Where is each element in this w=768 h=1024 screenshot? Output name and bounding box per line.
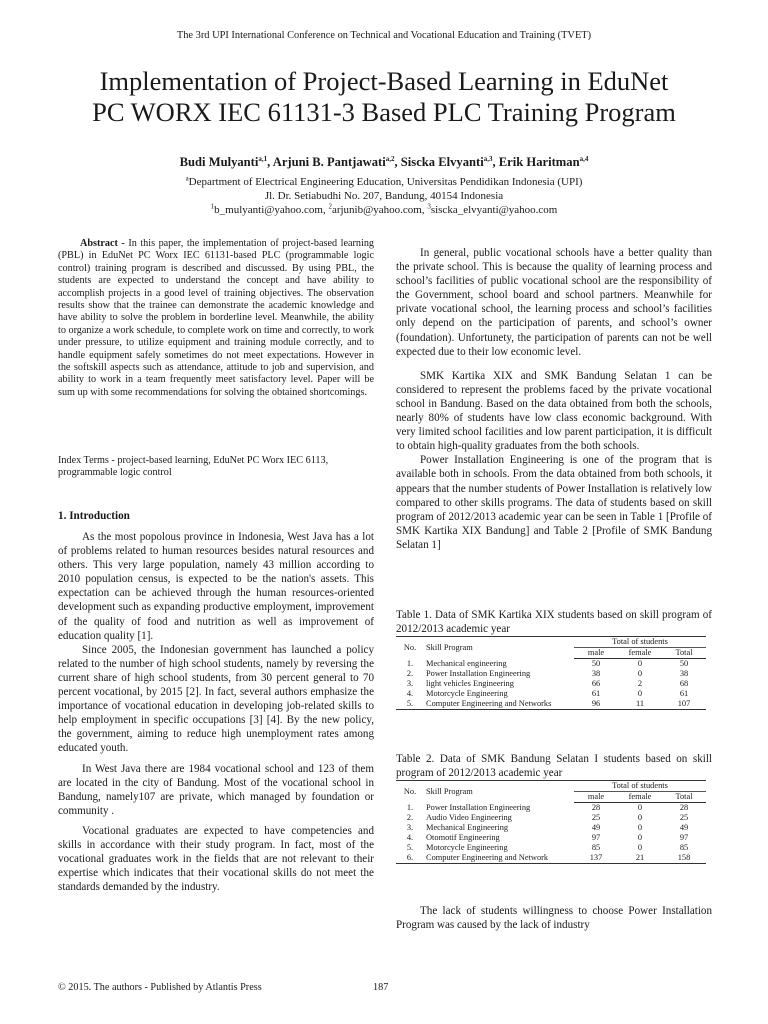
table-row: 1. Power Installation Engineering 28 0 28 <box>406 802 689 812</box>
introduction-body <box>58 530 374 894</box>
section-heading-introduction: 1. Introduction <box>58 510 130 522</box>
abstract <box>58 238 374 399</box>
table-2-caption: Table 2. Data of SMK Bandung Selatan I students based on skill program of 2012/2013 academic year <box>396 753 712 779</box>
table-row: 2. Power Installation Engineering 38 0 38 <box>406 669 689 678</box>
author-sup: a,3 <box>483 154 493 163</box>
table-row: 3. Mechanical Engineering 49 0 49 <box>406 823 689 832</box>
author-name: Budi Mulyanti <box>179 155 259 169</box>
table-1 <box>396 636 706 710</box>
table-row: 2. Audio Video Engineering 25 0 25 <box>406 813 689 822</box>
paper-title <box>30 66 738 128</box>
author-sup: a,1 <box>258 154 268 163</box>
affiliation-emails: $^1$b_mulyanti@yahoo.com, $^2$arjunib@yahoo.com, $^3$siscka_elvyanti@yahoo.com <box>210 202 558 216</box>
running-head: The 3rd UPI International Conference on Technical and Vocational Education and Training (TVET) <box>176 30 592 41</box>
page-number: 187 <box>373 982 389 993</box>
col-header-total-students: Total of students <box>574 781 706 792</box>
author-name: Siscka Elvyanti <box>400 155 484 169</box>
paragraph: SMK Kartika XIX and SMK Bandung Selatan 1 can be considered to represent the problems faced by the private vocational school in Bandung. Based on the data obtained from both the schools, nearly 80% of students have low class economic background. With very limited school facilities and low parent participation, it is difficult to obtain high-quality graduates from the both schools. <box>396 369 712 453</box>
affil-sup: a <box>185 174 189 183</box>
table-row: 4. Motorcycle Engineering 61 0 61 <box>406 689 689 698</box>
col-header-male: male <box>574 648 618 659</box>
right-column-body <box>396 246 712 552</box>
author-list: Budi Mulyanti$^{a,1}$, Arjuni B. Pantjawati$^{a,2}$, Siscka Elvyanti$^{a,3}$, Erik Haritman$^{a,4}$ <box>179 154 589 169</box>
col-header-no: No. <box>396 781 424 803</box>
email-1[interactable]: b_mulyanti@yahoo.com, <box>214 204 326 216</box>
author-name: Arjuni B. Pantjawati <box>272 155 386 169</box>
index-terms <box>58 455 374 480</box>
email-2[interactable]: arjunib@yahoo.com, <box>331 204 425 216</box>
col-header-female: female <box>618 648 662 659</box>
footer-copyright: © 2015. The authors - Published by Atlantis Press <box>58 982 262 993</box>
email-3[interactable]: siscka_elvyanti@yahoo.com <box>430 204 558 216</box>
table-row: 6. Computer Engineering and Network 137 21 158 <box>396 853 706 864</box>
table-row: 5. Computer Engineering and Networks 96 11 107 <box>396 699 706 710</box>
paragraph: As the most popolous province in Indonesia, West Java has a lot of problems related to human resources besides natural resources and others. This very large population, namely 43 million according to 2010 population census, is expected to be the nation's assets. This expectation can be achieved through the human resources-oriented development such as expanding productive employment, improvement of the quality of food and nutrition as well as improvement of education quality [1]. <box>58 531 374 642</box>
table-2 <box>396 780 706 864</box>
abstract-label: Abstract - <box>80 238 125 249</box>
title-line-1: Implementation of Project-Based Learning in EduNet <box>99 66 669 96</box>
paragraph: In general, public vocational schools have a better quality than the private school. This is because the quality of learning process and school’s facilities of public vocational school are the responsibility of the Government, school board and school partners. Meanwhile for private vocational school, the learning process and school’s facilities only depend on the participation of parents, and school’s owner (foundation). Unfortunety, the participation of parents can not be well expected due to their low economic level. <box>396 247 712 358</box>
table-1-caption: Table 1. Data of SMK Kartika XIX students based on skill program of 2012/2013 academic year <box>396 609 712 635</box>
col-header-program: Skill Program <box>424 781 574 803</box>
paragraph: The lack of students willingness to choose Power Installation Program was caused by the lack of industry <box>396 905 712 932</box>
author-name: Erik Haritman <box>498 155 580 169</box>
author-sup: a,4 <box>579 154 589 163</box>
paragraph: Vocational graduates are expected to have competencies and skills in accordance with their study program. In fact, most of the vocational graduates work in the fields that are not relevant to their expertise which indicates that their vocational skills do not meet the standards demanded by the industry. <box>58 824 374 894</box>
index-terms-text: - project-based learning, EduNet PC Worx IEC 6113, programmable logic control <box>58 455 329 479</box>
col-header-female: female <box>618 792 662 803</box>
index-terms-label: Index Terms <box>58 455 109 466</box>
table-row: 4. Otomotif Engineering 97 0 97 <box>406 833 689 842</box>
author-sup: a,2 <box>385 154 395 163</box>
col-header-no: No. <box>396 637 424 659</box>
col-header-male: male <box>574 792 618 803</box>
affiliation-address: Jl. Dr. Setiabudhi No. 207, Bandung, 40154 Indonesia <box>264 190 504 202</box>
paragraph: In West Java there are 1984 vocational school and 123 of them are located in the city of Bandung. Most of the vocational school in Bandung, namely107 are private, which managed by foundation or community . <box>58 762 374 817</box>
table-row: 1. Mechanical engineering 50 0 50 <box>406 658 689 668</box>
col-header-total: Total <box>662 792 706 803</box>
abstract-text: In this paper, the implementation of project-based learning (PBL) in EduNet PC Worx IEC 61131-based PLC (programmable logic control) training program is described and discussed. By using PBL, the students are expected to understand the concept and have ability to accomplish projects in a good level of training objectives. The observation results show that the trainee can demonstrate the academic knowledge and have ability to solve the problem in borderline level. Meanwhile, the ability to organize a work schedule, to complete work on time and correctly, to work under pressure, to utilize equipment and training module correctly, and to handle equipment safely sometimes do not meet expectations. However in the softskill aspects such as attendance, attitude to job and supervision, and ability to work in a team frequently meet satisfactory level. Paper will be sum up with some recommendations for solving the obtained shortcomings. <box>58 238 375 398</box>
table-row: 3. light vehicles Engineering 66 2 68 <box>406 679 689 688</box>
paragraph: Since 2005, the Indonesian government has launched a policy related to the number of high school students, namely by reversing the current share of high school students, from 30 percent general to 70 percent vocational, by 2015 [2]. In fact, several authors emphasize the importance of vocational education in developing job-related skills to help employment in specific occupations [3] [4]. By the new policy, the government, aiming to reduce high unemployment rates among educated youth. <box>58 643 374 755</box>
col-header-total-students: Total of students <box>574 637 706 648</box>
col-header-program: Skill Program <box>424 637 574 659</box>
table-row: 5. Motorcycle Engineering 85 0 85 <box>406 843 689 852</box>
paragraph: Power Installation Engineering is one of the program that is available both in schools. From the data obtained from both schools, it appears that the number students of Power Installation is relatively low compared to other skills programs. The data of students based on skill program of 2012/2013 academic year can be seen in Table 1 [Profile of SMK Kartika XIX Bandung] and Table 2 [Profile of SMK Bandung Selatan 1] <box>396 454 712 551</box>
title-line-2: PC WORX IEC 61131-3 Based PLC Training Program <box>92 97 676 127</box>
col-header-total: Total <box>662 648 706 659</box>
affiliation-department: $^a$Department of Electrical Engineering Education, Universitas Pendidikan Indonesia (UPI) <box>185 174 583 188</box>
